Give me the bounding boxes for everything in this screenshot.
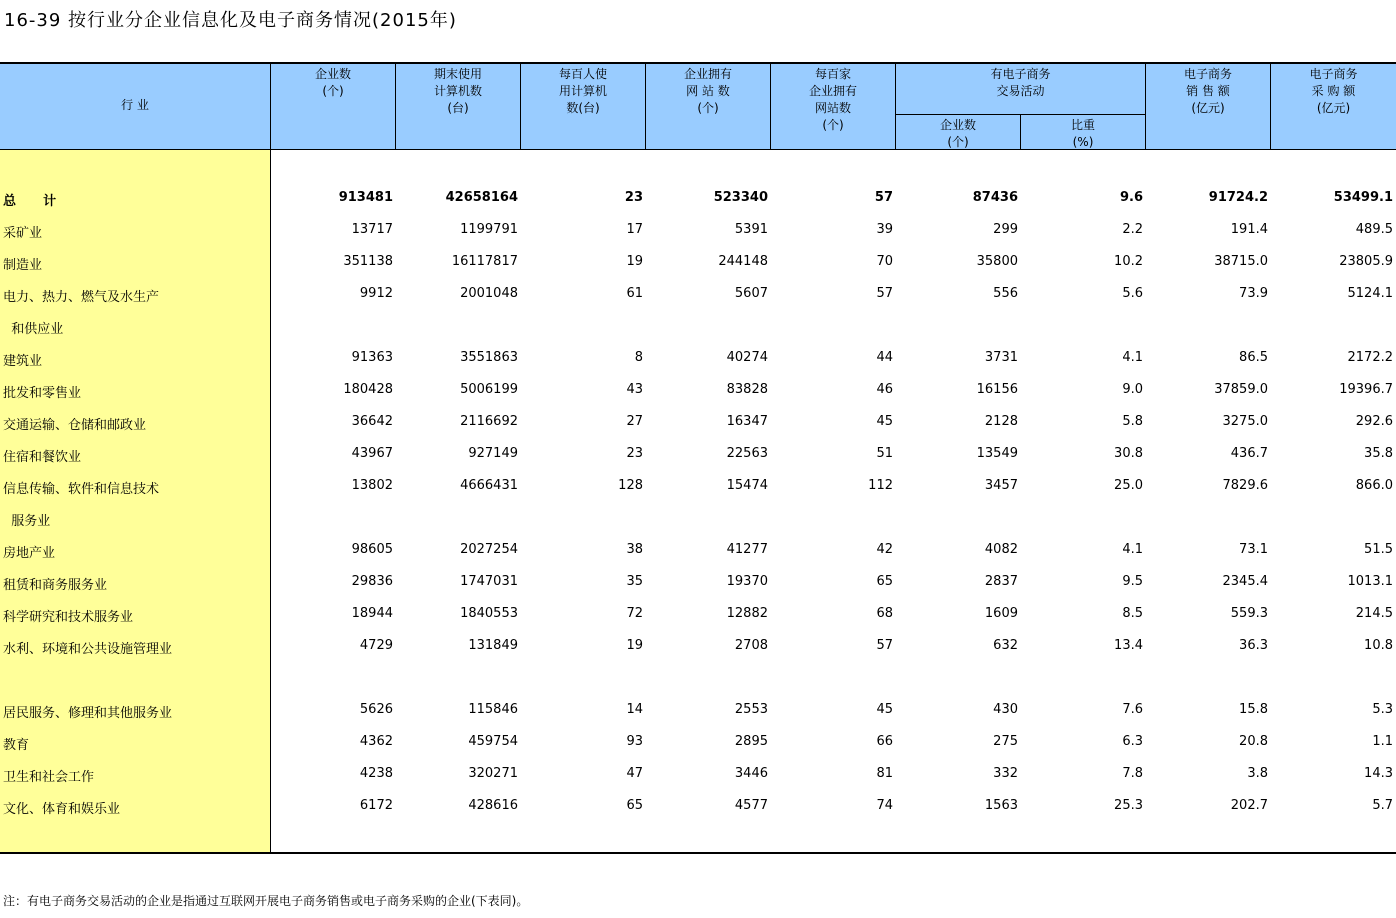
table-cell: 9.0 — [1122, 382, 1143, 397]
table-cell: 19396.7 — [1339, 382, 1393, 397]
table-cell: 13717 — [351, 222, 393, 237]
table-cell: 7829.6 — [1222, 478, 1268, 493]
industry-name: 居民服务、修理和其他服务业 — [3, 706, 173, 721]
table-cell: 15.8 — [1239, 702, 1268, 717]
table-cell: 436.7 — [1230, 446, 1268, 461]
industry-name: 房地产业 — [3, 546, 56, 561]
table-cell: 7.8 — [1122, 766, 1143, 781]
header-websites: 企业拥有 网 站 数 (个) — [683, 67, 732, 115]
table-cell: 3.8 — [1247, 766, 1268, 781]
table-cell: 3551863 — [460, 350, 518, 365]
table-cell: 10.2 — [1114, 254, 1143, 269]
table-cell: 275 — [993, 734, 1018, 749]
industry-name: 卫生和社会工作 — [3, 770, 95, 785]
table-cell: 5.3 — [1372, 702, 1393, 717]
table-cell: 4666431 — [460, 478, 518, 493]
industry-name: 总 计 — [3, 194, 57, 209]
table-cell: 2128 — [984, 414, 1018, 429]
table-cell: 16156 — [976, 382, 1018, 397]
table-cell: 57 — [876, 286, 893, 301]
table-cell: 5124.1 — [1347, 286, 1393, 301]
table-row — [0, 758, 1396, 790]
table-cell: 91724.2 — [1208, 190, 1268, 205]
table-cell: 87436 — [972, 190, 1018, 205]
table-cell: 40274 — [726, 350, 768, 365]
table-cell: 5.7 — [1372, 798, 1393, 813]
table-cell: 83828 — [726, 382, 768, 397]
table-cell: 244148 — [718, 254, 768, 269]
table-row — [0, 246, 1396, 278]
table-cell: 299 — [993, 222, 1018, 237]
table-cell: 25.3 — [1114, 798, 1143, 813]
table-cell: 14.3 — [1364, 766, 1393, 781]
table-cell: 13802 — [351, 478, 393, 493]
table-cell: 27 — [626, 414, 643, 429]
table-cell: 191.4 — [1230, 222, 1268, 237]
table-cell: 15474 — [726, 478, 768, 493]
table-row — [0, 310, 1396, 342]
table-cell: 57 — [876, 638, 893, 653]
table-cell: 12882 — [726, 606, 768, 621]
table-cell: 8.5 — [1122, 606, 1143, 621]
table-cell: 4.1 — [1122, 350, 1143, 365]
table-cell: 9.5 — [1122, 574, 1143, 589]
table-cell: 4729 — [359, 638, 393, 653]
table-cell: 70 — [876, 254, 893, 269]
table-cell: 1747031 — [460, 574, 518, 589]
table-cell: 4.1 — [1122, 542, 1143, 557]
table-cell: 9912 — [359, 286, 393, 301]
table-cell: 913481 — [338, 190, 393, 205]
table-cell: 22563 — [726, 446, 768, 461]
table-cell: 4238 — [359, 766, 393, 781]
table-cell: 2116692 — [460, 414, 518, 429]
table-cell: 6172 — [359, 798, 393, 813]
header-websites-per-hundred: 每百家 企业拥有 网站数 (个) — [808, 67, 857, 132]
table-cell: 866.0 — [1355, 478, 1393, 493]
table-row — [0, 534, 1396, 566]
table-row — [0, 662, 1396, 694]
table-cell: 292.6 — [1355, 414, 1393, 429]
table-cell: 35.8 — [1364, 446, 1393, 461]
table-cell: 2345.4 — [1222, 574, 1268, 589]
table-cell: 47 — [626, 766, 643, 781]
header-enterprises: 企业数 (个) — [314, 67, 351, 98]
industry-name: 服务业 — [3, 514, 51, 529]
table-cell: 72 — [626, 606, 643, 621]
table-cell: 65 — [876, 574, 893, 589]
table-cell: 25.0 — [1114, 478, 1143, 493]
table-cell: 43 — [626, 382, 643, 397]
table-cell: 35 — [626, 574, 643, 589]
table-cell: 37859.0 — [1214, 382, 1268, 397]
table-cell: 1840553 — [460, 606, 518, 621]
table-row — [0, 598, 1396, 630]
table-cell: 5006199 — [460, 382, 518, 397]
industry-name: 建筑业 — [3, 354, 43, 369]
table-row — [0, 566, 1396, 598]
industry-name: 水利、环境和公共设施管理业 — [3, 642, 173, 657]
table-cell: 51.5 — [1364, 542, 1393, 557]
header-ec-purchases: 电子商务 采 购 额 (亿元) — [1309, 67, 1358, 115]
table-cell: 1199791 — [460, 222, 518, 237]
table-cell: 351138 — [343, 254, 393, 269]
table-cell: 1013.1 — [1347, 574, 1393, 589]
table-cell: 20.8 — [1239, 734, 1268, 749]
table-cell: 23 — [624, 190, 643, 205]
table-cell: 556 — [993, 286, 1018, 301]
table-cell: 5.6 — [1122, 286, 1143, 301]
table-cell: 36.3 — [1239, 638, 1268, 653]
table-cell: 17 — [626, 222, 643, 237]
table-cell: 7.6 — [1122, 702, 1143, 717]
table-row — [0, 374, 1396, 406]
table-cell: 112 — [868, 478, 893, 493]
industry-name: 科学研究和技术服务业 — [3, 610, 134, 625]
header-ecommerce-activity: 有电子商务 交易活动 — [990, 67, 1051, 98]
table-title: 16-39 按行业分企业信息化及电子商务情况(2015年) — [4, 10, 457, 31]
table-cell: 19370 — [726, 574, 768, 589]
table-cell: 2708 — [734, 638, 768, 653]
industry-name: 制造业 — [3, 258, 43, 273]
table-cell: 45 — [876, 702, 893, 717]
table-cell: 1.1 — [1372, 734, 1393, 749]
table-cell: 9.6 — [1119, 190, 1143, 205]
table-cell: 8 — [634, 350, 643, 365]
table-cell: 19 — [626, 254, 643, 269]
table-cell: 57 — [874, 190, 893, 205]
table-cell: 46 — [876, 382, 893, 397]
table-cell: 68 — [876, 606, 893, 621]
industry-name: 批发和零售业 — [3, 386, 82, 401]
table-cell: 98605 — [351, 542, 393, 557]
table-row — [0, 438, 1396, 470]
table-cell: 320271 — [468, 766, 518, 781]
table-cell: 3446 — [734, 766, 768, 781]
header-industry: 行 业 — [121, 98, 149, 112]
table-cell: 489.5 — [1355, 222, 1393, 237]
table-cell: 13.4 — [1114, 638, 1143, 653]
table-cell: 3275.0 — [1222, 414, 1268, 429]
table-cell: 53499.1 — [1333, 190, 1393, 205]
table-cell: 2172.2 — [1347, 350, 1393, 365]
table-cell: 3731 — [984, 350, 1018, 365]
table-cell: 5626 — [359, 702, 393, 717]
table-cell: 430 — [993, 702, 1018, 717]
table-cell: 214.5 — [1355, 606, 1393, 621]
table-cell: 86.5 — [1239, 350, 1268, 365]
table-cell: 2027254 — [460, 542, 518, 557]
table-cell: 428616 — [468, 798, 518, 813]
table-row — [0, 278, 1396, 310]
table-bottom-rule — [0, 852, 1396, 854]
table-cell: 3457 — [984, 478, 1018, 493]
table-cell: 19 — [626, 638, 643, 653]
table-cell: 128 — [618, 478, 643, 493]
table-cell: 65 — [626, 798, 643, 813]
table-cell: 10.8 — [1364, 638, 1393, 653]
table-cell: 44 — [876, 350, 893, 365]
table-cell: 42658164 — [445, 190, 518, 205]
table-cell: 180428 — [343, 382, 393, 397]
table-cell: 115846 — [468, 702, 518, 717]
table-cell: 332 — [993, 766, 1018, 781]
table-cell: 38715.0 — [1214, 254, 1268, 269]
table-cell: 2001048 — [460, 286, 518, 301]
header-computers-per-hundred: 每百人使 用计算机 数(台) — [558, 67, 607, 115]
table-cell: 5391 — [734, 222, 768, 237]
header-ec-share: 比重 (%) — [1070, 118, 1095, 149]
table-row — [0, 694, 1396, 726]
table-cell: 2553 — [734, 702, 768, 717]
table-cell: 66 — [876, 734, 893, 749]
table-row — [0, 502, 1396, 534]
industry-name: 租赁和商务服务业 — [3, 578, 108, 593]
table-row — [0, 790, 1396, 822]
table-cell: 459754 — [468, 734, 518, 749]
table-cell: 927149 — [468, 446, 518, 461]
table-cell: 30.8 — [1114, 446, 1143, 461]
table-cell: 2837 — [984, 574, 1018, 589]
table-cell: 632 — [993, 638, 1018, 653]
table-cell: 559.3 — [1230, 606, 1268, 621]
table-row-total — [0, 182, 1396, 214]
table-cell: 523340 — [713, 190, 768, 205]
table-cell: 23 — [626, 446, 643, 461]
table-cell: 2895 — [734, 734, 768, 749]
industry-name: 信息传输、软件和信息技术 — [3, 482, 160, 497]
table-row — [0, 342, 1396, 374]
table-cell: 43967 — [351, 446, 393, 461]
table-row — [0, 406, 1396, 438]
table-cell: 38 — [626, 542, 643, 557]
table-cell: 23805.9 — [1339, 254, 1393, 269]
table-cell: 73.1 — [1239, 542, 1268, 557]
table-cell: 35800 — [976, 254, 1018, 269]
table-cell: 81 — [876, 766, 893, 781]
table-cell: 16347 — [726, 414, 768, 429]
table-cell: 202.7 — [1230, 798, 1268, 813]
table-cell: 13549 — [976, 446, 1018, 461]
table-cell: 4577 — [734, 798, 768, 813]
table-cell: 16117817 — [451, 254, 518, 269]
table-cell: 131849 — [468, 638, 518, 653]
table-cell: 18944 — [351, 606, 393, 621]
table-cell: 1609 — [984, 606, 1018, 621]
header-computers: 期末使用 计算机数 (台) — [433, 67, 482, 115]
table-cell: 29836 — [351, 574, 393, 589]
industry-name: 电力、热力、燃气及水生产 — [3, 290, 160, 305]
table-cell: 61 — [626, 286, 643, 301]
table-row — [0, 726, 1396, 758]
industry-name: 住宿和餐饮业 — [3, 450, 82, 465]
header-ec-sales: 电子商务 销 售 额 (亿元) — [1183, 67, 1232, 115]
table-cell: 91363 — [351, 350, 393, 365]
table-cell: 5.8 — [1122, 414, 1143, 429]
footnote: 注：有电子商务交易活动的企业是指通过互联网开展电子商务销售或电子商务采购的企业(下表同)。 — [3, 894, 529, 908]
table-cell: 14 — [626, 702, 643, 717]
industry-name: 和供应业 — [3, 322, 64, 337]
table-cell: 6.3 — [1122, 734, 1143, 749]
table-cell: 74 — [876, 798, 893, 813]
industry-name: 文化、体育和娱乐业 — [3, 802, 121, 817]
table-cell: 1563 — [984, 798, 1018, 813]
table-cell: 93 — [626, 734, 643, 749]
table-cell: 73.9 — [1239, 286, 1268, 301]
table-cell: 51 — [876, 446, 893, 461]
industry-name: 交通运输、仓储和邮政业 — [3, 418, 147, 433]
industry-name: 教育 — [3, 738, 30, 753]
table-cell: 36642 — [351, 414, 393, 429]
table-cell: 45 — [876, 414, 893, 429]
header-ec-enterprises: 企业数 (个) — [939, 118, 976, 149]
table-row — [0, 470, 1396, 502]
table-cell: 4362 — [359, 734, 393, 749]
table-row — [0, 630, 1396, 662]
table-cell: 39 — [876, 222, 893, 237]
table-cell: 42 — [876, 542, 893, 557]
table-cell: 5607 — [734, 286, 768, 301]
table-row — [0, 214, 1396, 246]
table-cell: 4082 — [984, 542, 1018, 557]
table-cell: 2.2 — [1122, 222, 1143, 237]
industry-name: 采矿业 — [3, 226, 43, 241]
table-cell: 41277 — [726, 542, 768, 557]
